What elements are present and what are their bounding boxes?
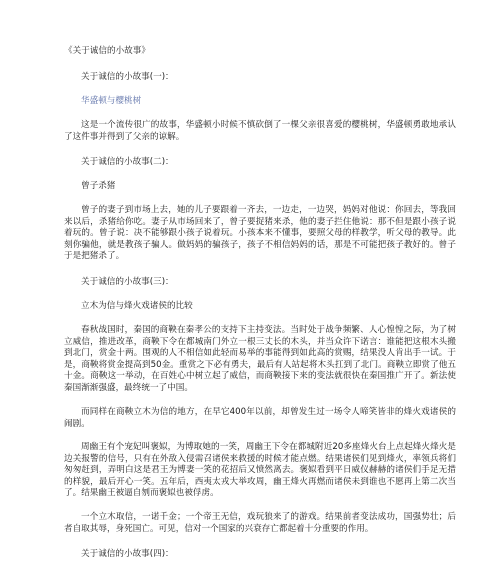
section-3-paragraph-3: 周幽王有个宠妃叫褒姒，为博取她的一笑，周幽王下令在都城附近20多座烽火台上点起烽火烽火是边关报警的信号，只有在外敌入侵需召诸侯来救援的时候才能点燃。结果诸侯们见到烽火，率领兵将们匆匆赶到，弄明白这是君王为博妻一笑的花招后又愤然离去。褒姒看到平日威仪赫赫的诸侯们手足无措的样貌，最后开心一笑。五年后，西夷太戎大举攻周，幽王烽火再燃而诸侯未到谁也不愿再上第二次当了。结果幽王被逼自刎而褒姒也被俘虏。	[64, 442, 456, 499]
document-title: 《关于诚信的小故事》	[64, 46, 150, 56]
section-3-paragraph-1: 春秋战国时，秦国的商鞅在秦孝公的支持下主持变法。当时处于战争频繁、人心惶惶之际，为了树立威信，推进改革，商鞅下令在都城南门外立一根三丈长的木头，并当众许下诺言：谁能把这根木头搬到北门，赏金十两。围观的人不相信如此轻而易举的事能得到如此高的赏赐，结果没人肯出手一试。于是，商鞅将赏金提高到50金。重赏之下必有勇夫，最后有人站起将木头扛到了北门。商鞅立即赏了他五十金。商鞅这一举动，在百姓心中树立起了威信，而商鞅接下来的变法就很快在秦国推广开了。新法使秦国渐渐强盛，最终统一了中国。	[64, 325, 456, 393]
section-3-paragraph-2: 而同样在商鞅立木为信的地方，在早它400年以前，却曾发生过一场令人啼笑皆非的烽火戏诸侯的闹剧。	[64, 407, 456, 429]
section-2-subtitle: 曾子杀猪	[81, 181, 116, 191]
section-3-heading: 关于诚信的小故事(三)：	[81, 277, 174, 287]
section-3-subtitle: 立木为信与烽火戏诸侯的比较	[81, 301, 193, 311]
section-2-body: 曾子的妻子到市场上去，她的儿子要跟着一齐去，一边走，一边哭，妈妈对他说：你回去，等我回来以后，杀猪给你吃。妻子从市场回来了，曾子要捉猪来杀，他的妻子拦住他说：那不但是跟小孩子说着玩的。曾子说：决不能够跟小孩子说着玩。小孩本来不懂事，要照父母的样教学，听父母的教导。此刻你骗他，就是教孩子骗人。做妈妈的骗孩子，孩子不相信妈妈的话，那是不可能把孩子教好的。曾子于是把猪杀了。	[64, 205, 456, 262]
section-1-body: 这是一个流传很广的故事，华盛顿小时候不慎砍倒了一棵父亲很喜爱的樱桃树，华盛顿勇敢地承认了这件事并得到了父亲的谅解。	[64, 120, 456, 142]
section-3-paragraph-4: 一个立木取信，一诺千金；一个帝王无信，戏玩狼来了的游戏。结果前者变法成功，国强势壮；后者自取其辱，身死国亡。可见，信对一个国家的兴衰存亡都起着十分重要的作用。	[64, 512, 456, 534]
section-1-subtitle: 华盛顿与樱桃树	[81, 96, 142, 106]
section-2-heading: 关于诚信的小故事(二)：	[81, 157, 174, 167]
section-1-heading: 关于诚信的小故事(一)：	[81, 72, 174, 82]
section-4-heading: 关于诚信的小故事(四)：	[81, 549, 174, 559]
